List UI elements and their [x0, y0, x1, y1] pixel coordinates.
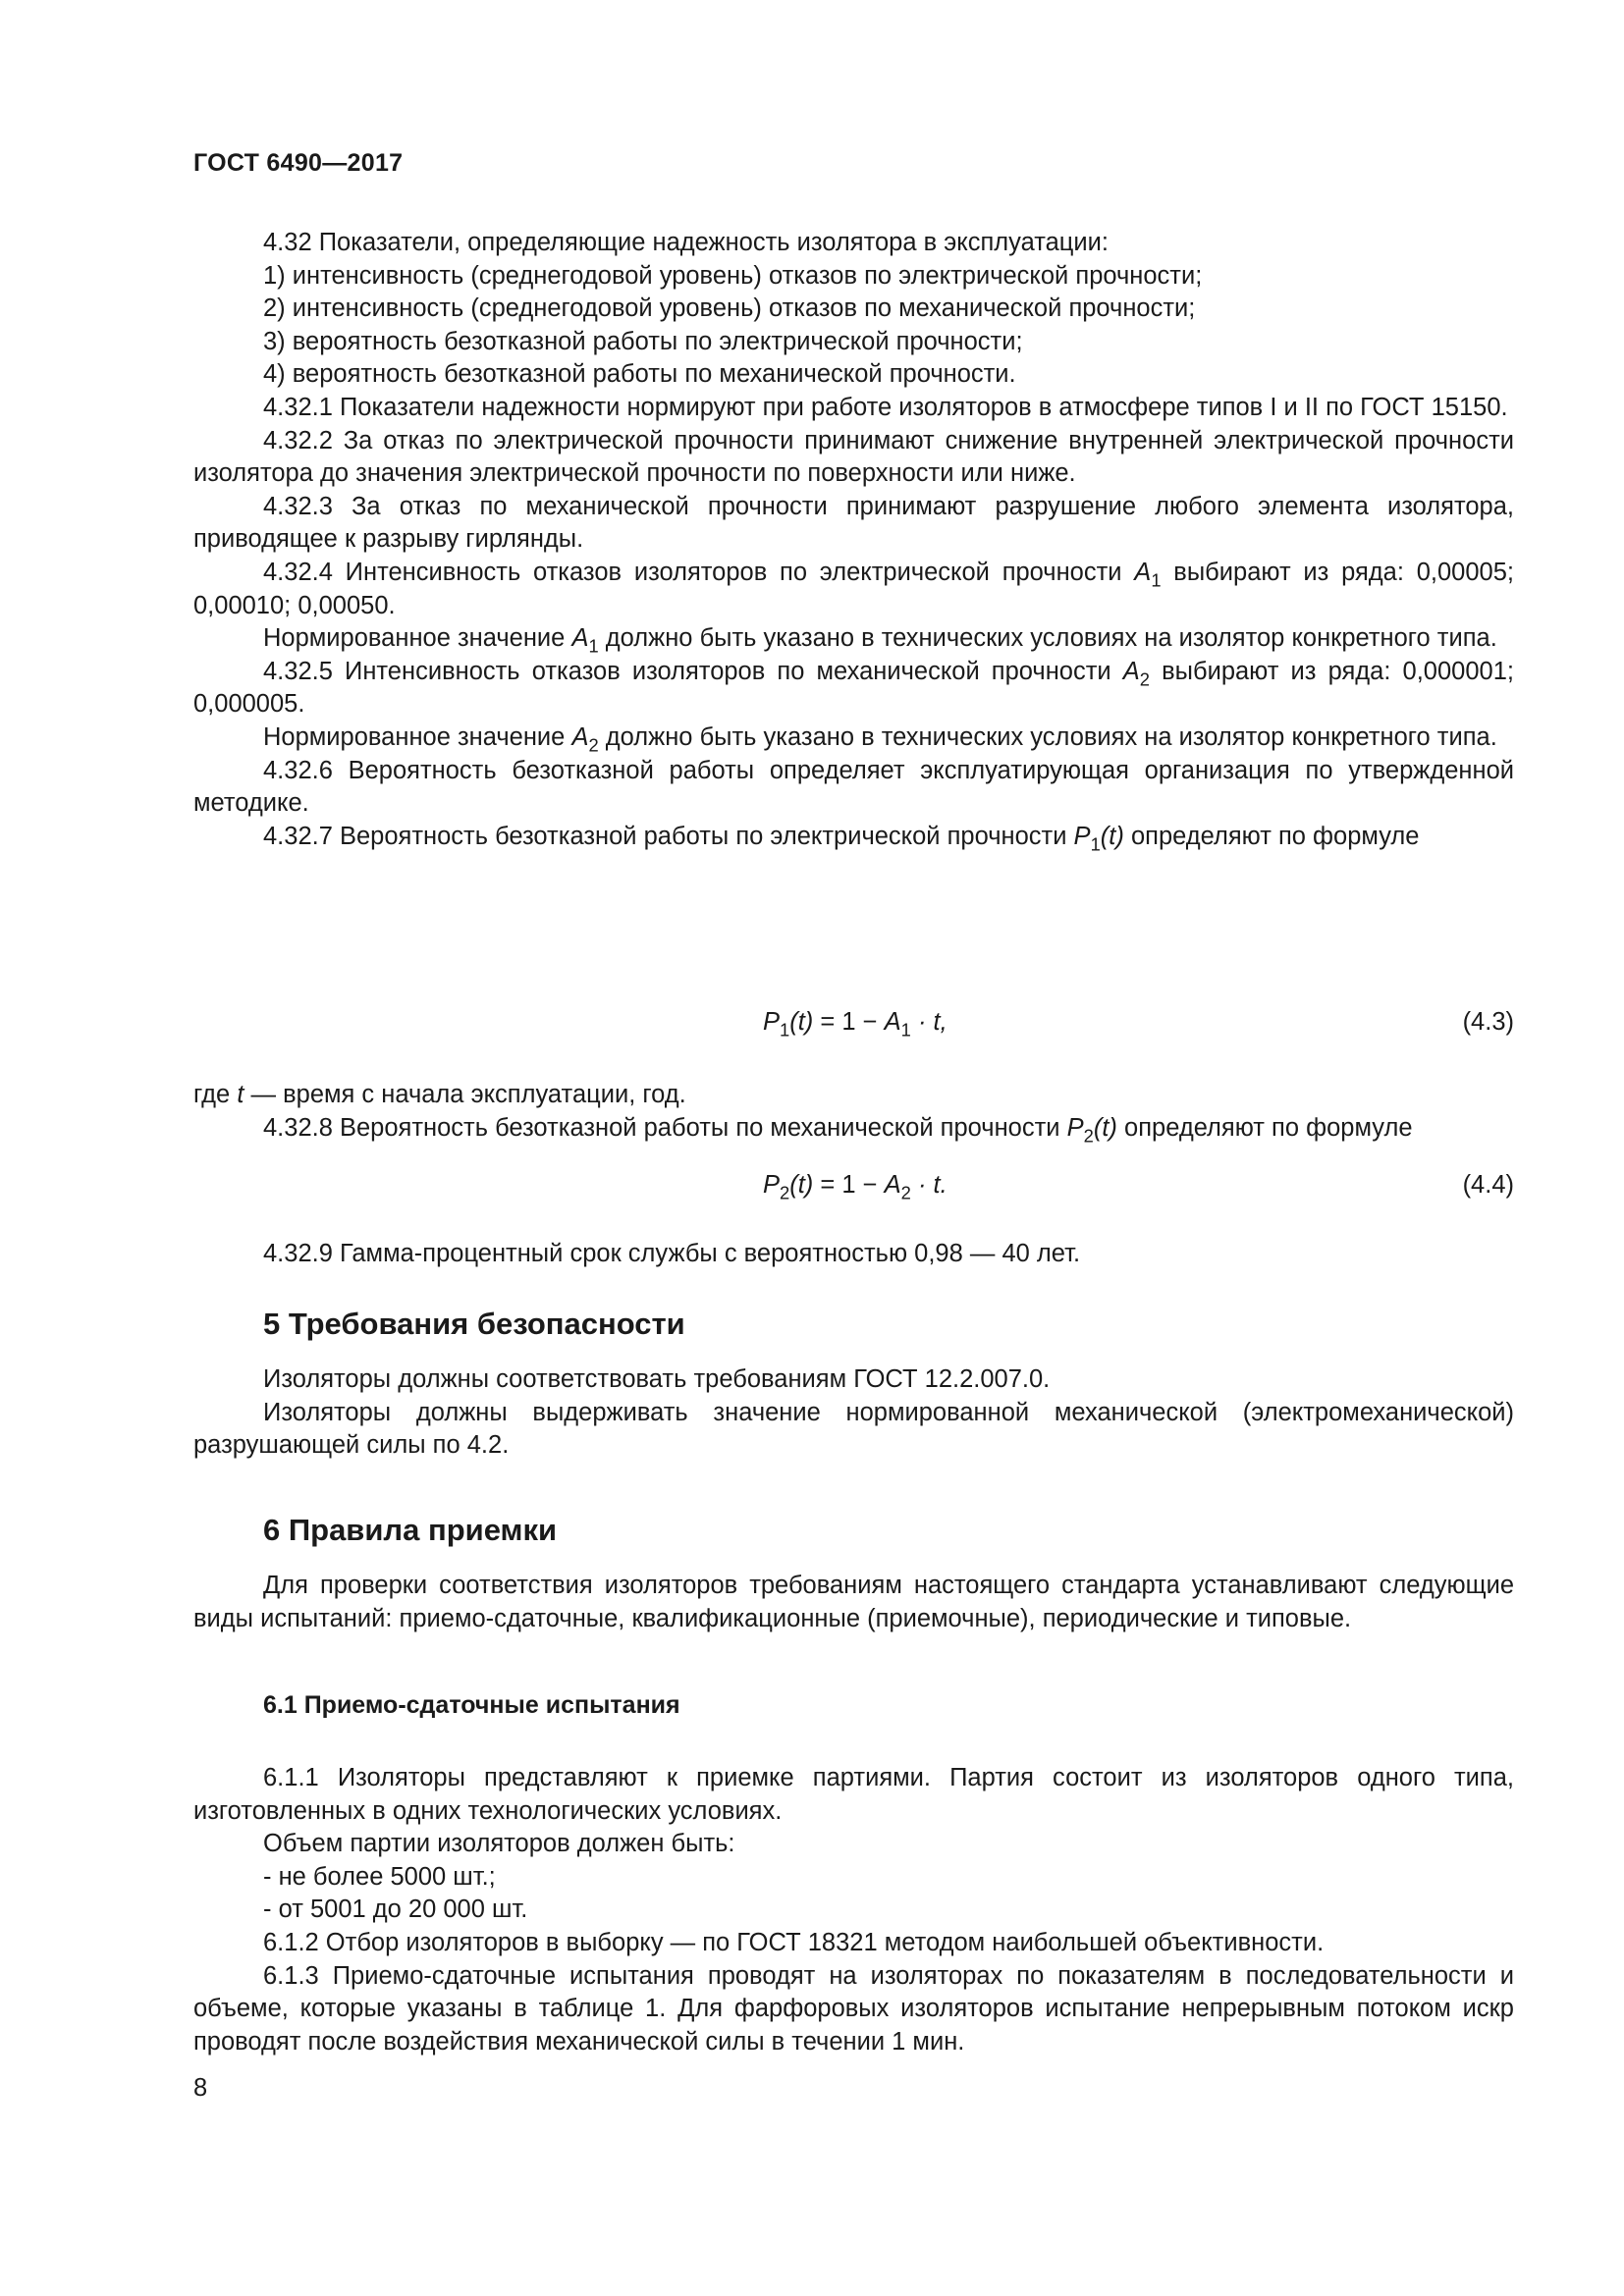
- formula-rhs-symbol: A: [884, 1171, 901, 1199]
- section-5-paragraph-2: Изоляторы должны выдерживать значение нормированной механической (электромеханической) разрушающей силы по 4.2.: [193, 1398, 1514, 1460]
- norm-value-1-text-b: должно быть указано в технических условиях на изолятор конкретного типа.: [605, 624, 1497, 653]
- clause-4-32-item-4: 4) вероятность безотказной работы по механической прочности.: [263, 360, 1016, 389]
- clause-4-32-7: [193, 821, 1514, 854]
- formula-number: (4.3): [1462, 1008, 1514, 1036]
- norm-value-1-text-a: Нормированное значение: [263, 624, 566, 653]
- formula-lhs-subscript: 2: [780, 1182, 790, 1203]
- formula-rhs-subscript: 1: [900, 1019, 911, 1041]
- formula-equals: = 1 −: [813, 1008, 885, 1036]
- clause-4-32-item-1: 1) интенсивность (среднегодовой уровень) отказов по электрической прочности;: [263, 261, 1203, 290]
- clause-4-32-block: [193, 227, 1514, 853]
- clause-4-32-5-text-a: 4.32.5 Интенсивность отказов изоляторов по механической прочности: [263, 657, 1111, 685]
- symbol-a: A: [571, 624, 589, 653]
- clause-4-32-4-text-a: 4.32.4 Интенсивность отказов изоляторов по электрической прочности: [263, 558, 1122, 586]
- subsection-6-1-heading: 6.1 Приемо-сдаточные испытания: [263, 1691, 680, 1719]
- section-6-intro: [193, 1570, 1514, 1635]
- clause-6-1-1: 6.1.1 Изоляторы представляют к приемке партиями. Партия состоит из изоляторов одного типа, изготовленных в одних технологических условиях.: [193, 1764, 1514, 1825]
- clause-4-32-7-text-b: определяют по формуле: [1130, 822, 1420, 850]
- formula-lhs-symbol: P: [763, 1008, 781, 1036]
- symbol-p: P: [1066, 1113, 1084, 1142]
- symbol-subscript: 2: [1083, 1125, 1094, 1147]
- symbol-subscript: 2: [588, 734, 599, 756]
- formula-number: (4.4): [1462, 1171, 1514, 1199]
- clause-4-32-6: 4.32.6 Вероятность безотказной работы определяет эксплуатирующая организация по утвержденной методике.: [193, 756, 1514, 818]
- running-header: ГОСТ 6490—2017: [193, 149, 404, 177]
- formula-4-3: [193, 1008, 1514, 1047]
- section-5-body: [193, 1363, 1514, 1463]
- formula-lhs-arg: (t): [789, 1008, 814, 1036]
- clause-4-32-1: 4.32.1 Показатели надежности нормируют при работе изоляторов в атмосфере типов I и II по ГОСТ 15150.: [263, 393, 1508, 421]
- norm-value-1: [193, 622, 1514, 656]
- batch-volume-item-2: - от 5001 до 20 000 шт.: [263, 1896, 528, 1924]
- clause-4-32-intro: 4.32 Показатели, определяющие надежность изолятора в эксплуатации:: [263, 229, 1109, 256]
- where-text-b: — время с начала эксплуатации, год.: [250, 1081, 686, 1108]
- clause-4-32-4-text-b: выбирают из ряда: 0,00005; 0,00010; 0,00050.: [193, 558, 1514, 619]
- formula-rhs-tail: · t.: [910, 1171, 947, 1199]
- clause-4-32-8-text-b: определяют по формуле: [1124, 1113, 1413, 1142]
- section-6-heading: 6 Правила приемки: [263, 1513, 558, 1547]
- symbol-subscript: 1: [588, 635, 599, 657]
- clause-4-32-7-text-a: 4.32.7 Вероятность безотказной работы по электрической прочности: [263, 822, 1067, 850]
- symbol-arg: (t): [1100, 822, 1124, 850]
- formula-4-4: [193, 1171, 1514, 1210]
- clause-4-32-8: [193, 1112, 1514, 1146]
- where-text-a: где: [193, 1081, 231, 1108]
- clause-4-32-2: 4.32.2 За отказ по электрической прочности принимают снижение внутренней электрической прочности изолятора до значения электрической прочности по поверхности или ниже.: [193, 426, 1514, 488]
- where-and-4-32-8-block: [193, 1079, 1514, 1145]
- batch-volume-item-1: - не более 5000 шт.;: [263, 1862, 496, 1891]
- formula-lhs-symbol: P: [763, 1171, 781, 1199]
- symbol-a: A: [1122, 657, 1140, 685]
- clause-4-32-8-text-a: 4.32.8 Вероятность безотказной работы по механической прочности: [263, 1113, 1060, 1142]
- clause-6-1-2: 6.1.2 Отбор изоляторов в выборку — по ГОСТ 18321 методом наибольшей объективности.: [263, 1928, 1325, 1956]
- subsection-6-1-body: [193, 1762, 1514, 2058]
- section-6-paragraph-1: Для проверки соответствия изоляторов требованиям настоящего стандарта устанавливают следующие виды испытаний: приемо-сдаточные, квалификационные (приемочные), периодические и типовые.: [193, 1572, 1514, 1632]
- clause-4-32-9-block: [193, 1238, 1514, 1271]
- symbol-subscript: 1: [1090, 833, 1101, 855]
- formula-lhs-subscript: 1: [780, 1019, 790, 1041]
- page-number: 8: [193, 2074, 208, 2102]
- formula-lhs-arg: (t): [789, 1171, 814, 1199]
- symbol-p: P: [1073, 822, 1091, 850]
- formula-4-4-expression: [763, 1171, 947, 1203]
- symbol-a: A: [571, 722, 589, 751]
- formula-rhs-subscript: 2: [900, 1182, 911, 1203]
- clause-4-32-5-text-b: выбирают из ряда: 0,000001; 0,000005.: [193, 657, 1514, 719]
- symbol-arg: (t): [1093, 1113, 1117, 1142]
- symbol-a: A: [1134, 558, 1152, 586]
- norm-value-2-text-b: должно быть указано в технических условиях на изолятор конкретного типа.: [605, 722, 1497, 751]
- formula-equals: = 1 −: [813, 1171, 885, 1199]
- formula-4-3-expression: [763, 1008, 947, 1041]
- section-5-heading: 5 Требования безопасности: [263, 1307, 685, 1341]
- batch-volume-intro: Объем партии изоляторов должен быть:: [263, 1830, 735, 1858]
- clause-4-32-4: [193, 557, 1514, 622]
- clause-4-32-3: 4.32.3 За отказ по механической прочности принимают разрушение любого элемента изолятора, приводящее к разрыву гирлянды.: [193, 492, 1514, 554]
- clause-4-32-9: 4.32.9 Гамма-процентный срок службы с вероятностью 0,98 — 40 лет.: [263, 1240, 1081, 1267]
- norm-value-2-text-a: Нормированное значение: [263, 722, 566, 751]
- formula-rhs-symbol: A: [884, 1008, 901, 1036]
- clause-4-32-item-3: 3) вероятность безотказной работы по электрической прочности;: [263, 327, 1023, 355]
- symbol-subscript: 1: [1151, 569, 1162, 591]
- symbol-t: t: [237, 1081, 244, 1108]
- clause-4-32-item-2: 2) интенсивность (среднегодовой уровень) отказов по механической прочности;: [263, 294, 1196, 323]
- formula-rhs-tail: · t,: [910, 1008, 947, 1036]
- clause-6-1-3: 6.1.3 Приемо-сдаточные испытания проводят на изоляторах по показателям в последовательности и объеме, которые указаны в таблице 1. Для фарфоровых изоляторов испытание непрерывным потоком искр проводят после воздействия механической силы в течении 1 мин.: [193, 1961, 1514, 2056]
- norm-value-2: [193, 721, 1514, 755]
- clause-4-32-5: [193, 656, 1514, 721]
- where-definition: [193, 1079, 1514, 1112]
- symbol-subscript: 2: [1139, 668, 1150, 690]
- section-5-paragraph-1: Изоляторы должны соответствовать требованиям ГОСТ 12.2.007.0.: [263, 1365, 1051, 1393]
